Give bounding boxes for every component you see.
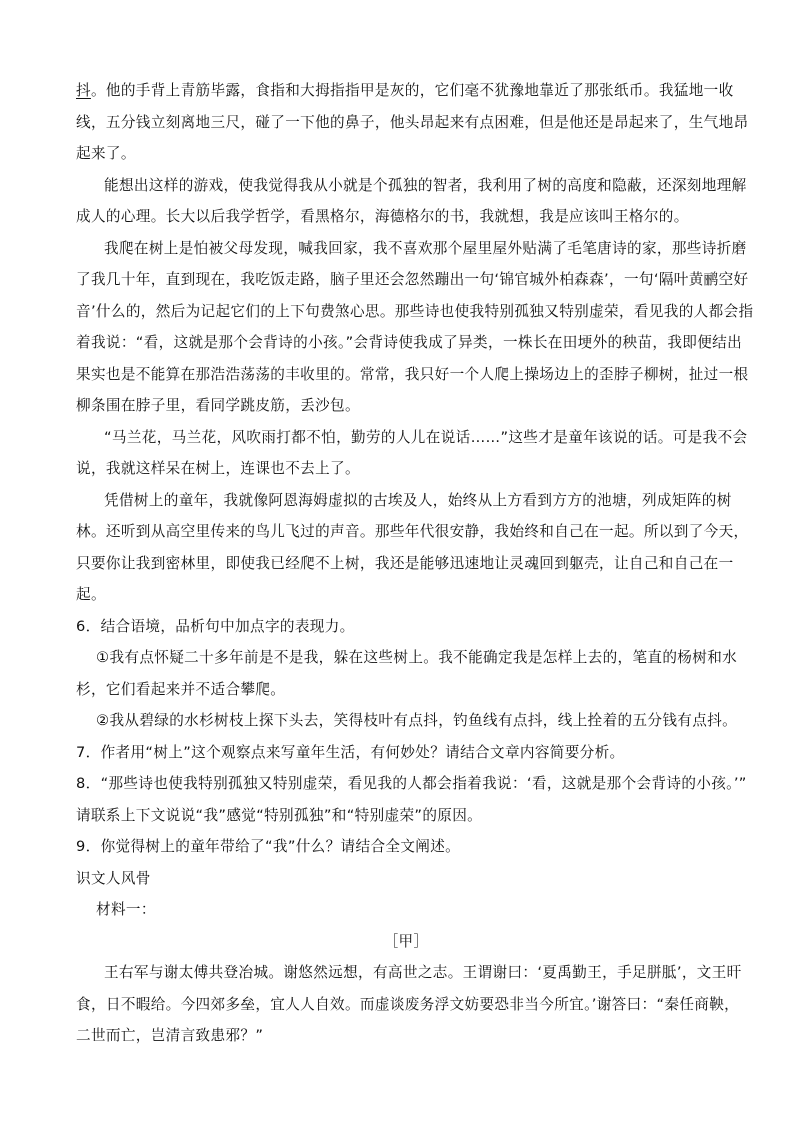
passage-line: 着我说：“看，这就是那个会背诗的小孩。”会背诗使我成了异类，一株长在田埂外的秧苗，我即便结出 <box>76 334 743 351</box>
question-6-item-1 <box>96 647 736 669</box>
question-8: 8．“那些诗也使我特别孤独又特别虚荣，看见我的人都会指着我说：‘看，这就是那个会背诗的小孩。’” <box>76 775 747 792</box>
question-9: 9．你觉得树上的童年带给了“我”什么？请结合全文阐述。 <box>76 838 461 855</box>
emphasized-char: 抖 <box>76 82 91 99</box>
question-6-item-1-cont: 杉，它们看起来并不适合攀爬。 <box>76 681 286 698</box>
subsection-label: ［甲］ <box>383 933 429 950</box>
passage-line: 能想出这样的游戏，使我觉得我从小就是个孤独的智者，我利用了树的高度和隐蔽，还深刻地理解 <box>104 177 747 194</box>
passage-line: “马兰花，马兰花，风吹雨打都不怕，勤劳的人儿在说话……”这些才是童年该说的话。可是我不会 <box>104 429 748 446</box>
passage-line: 果实也是不能算在那浩浩荡荡的丰收里的。常常，我只好一个人爬上操场边上的歪脖子柳树，扯过一根 <box>76 366 749 383</box>
passage-line: 只要你让我到密林里，即使我已经爬不上树，我还是能够迅速地让灵魂回到躯壳，让自己和自己在一 <box>76 555 734 572</box>
passage-line: 了我几十年，直到现在，我吃饭走路，脑子里还会忽然蹦出一句‘锦官城外柏森森’，一句‘隔叶黄鹂空好 <box>76 271 749 288</box>
passage-line: 我爬在树上是怕被父母发现，喊我回家，我不喜欢那个屋里屋外贴满了毛笔唐诗的家，那些诗折磨 <box>104 240 747 257</box>
question-6: 6．结合语境，品析句中加点字的表现力。 <box>76 618 355 635</box>
material-line: 二世而亡，岂清言致患邪？” <box>76 1027 264 1044</box>
passage-line: 柳条围在脖子里，看同学跳皮筋，丢沙包。 <box>76 397 360 414</box>
passage-line: 说，我就这样呆在树上，连课也不去上了。 <box>76 460 360 477</box>
question-6-item-2 <box>96 710 736 732</box>
material-line: 食，日不暇给。今四郊多垒，宜人人自效。而虚谈废务浮文妨要恐非当今所宜。’谢答曰：“秦任商鞅， <box>76 996 740 1013</box>
material-label: 材料一： <box>96 901 156 918</box>
circled-number-1: ① <box>96 649 110 666</box>
question-text: 我有点怀疑二十多年前是不是我，躲在这些树上。我不能确定我是怎样上去的，笔直的杨树和水 <box>109 649 738 666</box>
passage-line: 音’什么的，然后为记起它们的上下句费煞心思。那些诗也使我特别孤独又特别虚荣，看见我的人都会指 <box>76 303 754 320</box>
passage-line: 成人的心理。长大以后我学哲学，看黑格尔，海德格尔的书，我就想，我是应该叫王格尔的。 <box>76 208 689 225</box>
passage-line: 林。还听到从高空里传来的鸟儿飞过的声音。那些年代很安静，我始终和自己在一起。所以到了今天， <box>76 523 749 540</box>
circled-number-2: ② <box>96 712 110 729</box>
question-7: 7．作者用“树上”这个观察点来写童年生活，有何妙处？请结合文章内容简要分析。 <box>76 744 625 761</box>
passage-line: 起。 <box>76 586 106 603</box>
question-8-cont: 请联系上下文说说“我”感觉“特别孤独”和“特别虚荣”的原因。 <box>76 807 483 824</box>
passage-line: 凭借树上的童年，我就像阿恩海姆虚拟的古埃及人，始终从上方看到方方的池塘，列成矩阵的树 <box>104 492 732 509</box>
passage-line: 起来了。 <box>76 145 136 162</box>
section-title: 识文人风骨 <box>76 870 151 887</box>
passage-line: 线，五分钱立刻离地三尺，碰了一下他的鼻子，他头昂起来有点困难，但是他还是昂起来了，生气地昂 <box>76 114 749 131</box>
question-text: 我从碧绿的水杉树枝上探下头去，笑得枝叶有点抖，钓鱼线有点抖，线上拴着的五分钱有点抖。 <box>109 712 738 729</box>
passage-text: 。他的手背上青筋毕露，食指和大拇指指甲是灰的，它们毫不犹豫地靠近了那张纸币。我猛地一收 <box>90 82 734 99</box>
passage-line <box>76 80 736 102</box>
material-line: 王右军与谢太傅共登冶城。谢悠然远想，有高世之志。王谓谢曰：‘夏禹勤王，手足胼胝’，文王旰 <box>104 964 742 981</box>
